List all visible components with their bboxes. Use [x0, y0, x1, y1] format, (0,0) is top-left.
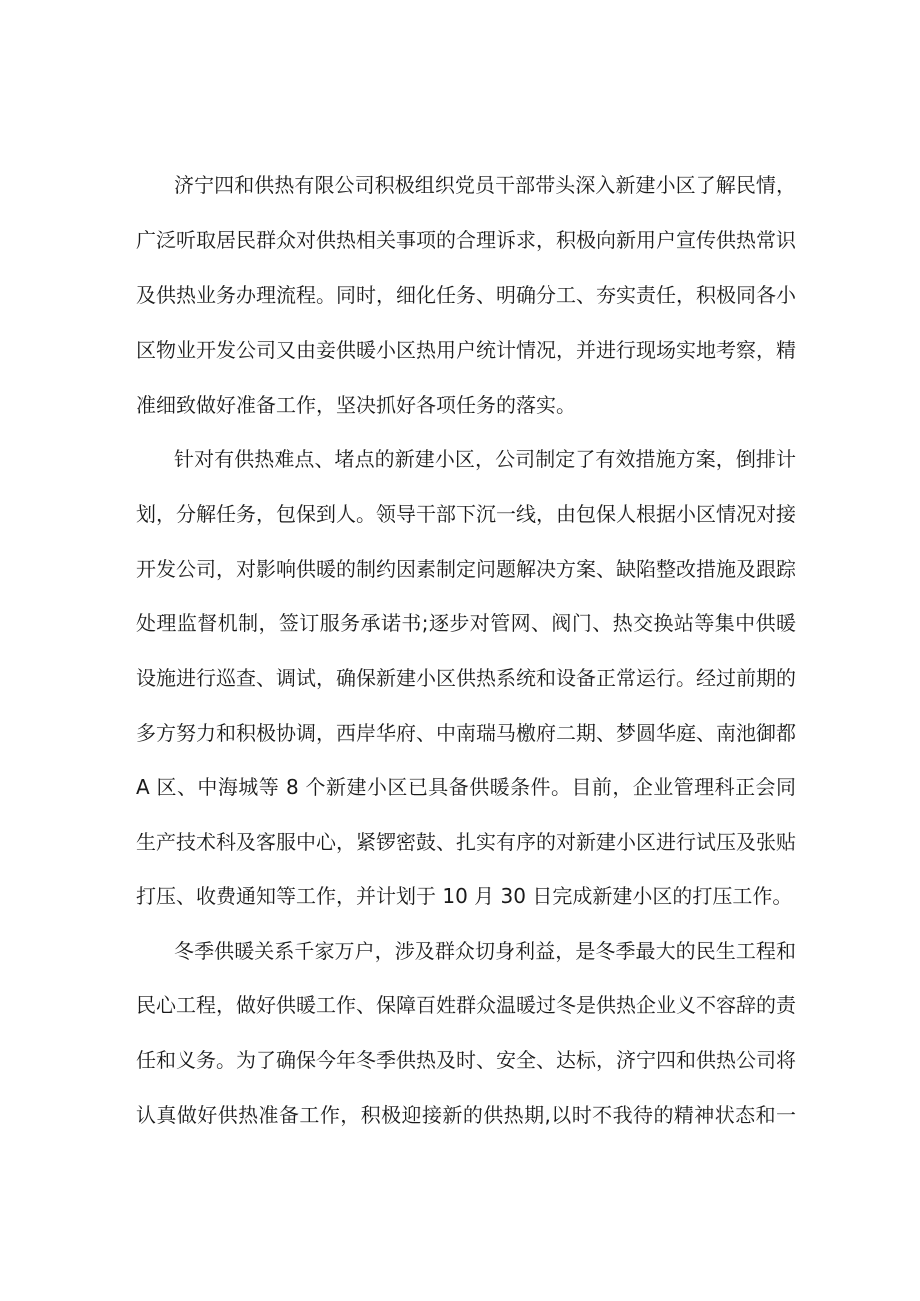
- paragraph-2-line-2: 划，分解任务，包保到人。领导干部下沉一线，由包保人根据小区情况对接: [136, 502, 796, 526]
- paragraph-1-line-5: 准细致做好准备工作，坚决抓好各项任务的落实。: [136, 393, 576, 417]
- paragraph-1-line-1: 济宁四和供热有限公司积极组织党员干部带头深入新建小区了解民情，: [174, 173, 796, 197]
- paragraph-3-line-4: 认真做好供热准备工作，积极迎接新的供热期,以时不我待的精神状态和一: [136, 1103, 796, 1127]
- paragraph-1-line-2: 广泛听取居民群众对供热相关事项的合理诉求，积极向新用户宣传供热常识: [136, 228, 796, 252]
- paragraph-2-line-7: A 区、中海城等 8 个新建小区已具备供暖条件。目前，企业管理科正会同: [136, 775, 796, 799]
- paragraph-1-line-3: 及供热业务办理流程。同时，细化任务、明确分工、夯实责任，积极同各小: [136, 283, 796, 307]
- paragraph-1-line-4: 区物业开发公司又由妾供暖小区热用户统计情况，并进行现场实地考察，精: [136, 338, 796, 362]
- paragraph-2-line-4: 处理监督机制，签订服务承诺书;逐步对管网、阀门、热交换站等集中供暖: [136, 611, 796, 635]
- paragraph-3-line-3: 任和义务。为了确保今年冬季供热及时、安全、达标，济宁四和供热公司将: [136, 1048, 796, 1072]
- paragraph-2-line-5: 设施进行巡查、调试，确保新建小区供热系统和设备正常运行。经过前期的: [136, 666, 796, 690]
- paragraph-2-line-8: 生产技术科及客服中心，紧锣密鼓、扎实有序的对新建小区进行试压及张贴: [136, 830, 796, 854]
- paragraph-2-line-1: 针对有供热难点、堵点的新建小区，公司制定了有效措施方案，倒排计: [174, 447, 796, 471]
- paragraph-3-line-1: 冬季供暖关系千家万户，涉及群众切身利益，是冬季最大的民生工程和: [174, 939, 796, 963]
- paragraph-2-line-9: 打压、收费通知等工作，并计划于 10 月 30 日完成新建小区的打压工作。: [136, 884, 793, 908]
- paragraph-3-line-2: 民心工程，做好供暖工作、保障百姓群众温暖过冬是供热企业义不容辞的责: [136, 993, 796, 1017]
- paragraph-2-line-6: 多方努力和积极协调，西岸华府、中南瑞马檄府二期、梦圆华庭、南池御都: [136, 721, 796, 745]
- paragraph-2-line-3: 开发公司，对影响供暖的制约因素制定问题解决方案、缺陷整改措施及跟踪: [136, 557, 796, 581]
